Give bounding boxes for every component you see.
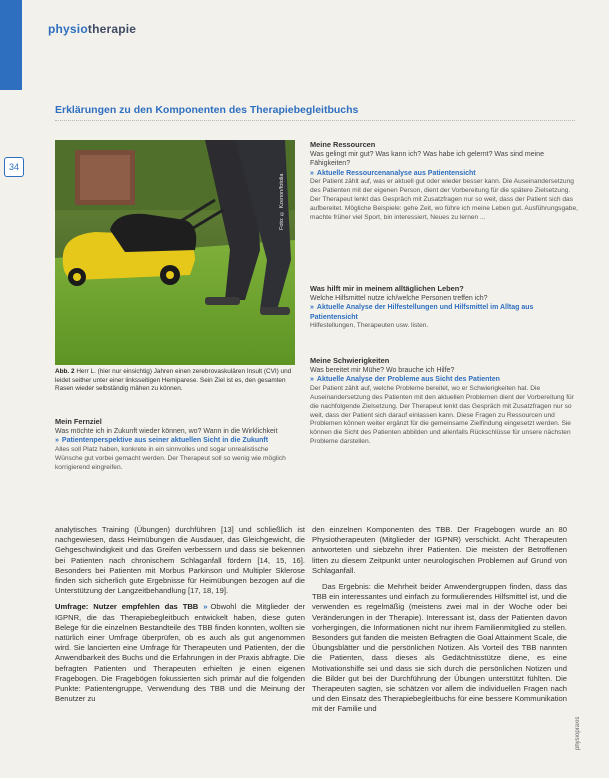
page-number: 34 <box>4 157 24 177</box>
section-divider <box>55 120 575 121</box>
section-title: Erklärungen zu den Komponenten des Therapiebegleitbuchs <box>55 104 359 116</box>
box-question: Was möchte ich in Zukunft wieder können, wo? Wann in die Wirklichkeit <box>55 428 278 435</box>
photo-credit: Foto: © Kzenon/fotolia <box>279 173 285 230</box>
box-link-text: Aktuelle Ressourcenanalyse aus Patientensicht <box>316 169 476 177</box>
header-brand-therapie: therapie <box>87 22 137 36</box>
body-column-left <box>55 525 305 704</box>
box-link <box>310 375 578 384</box>
arrow-icon: » <box>310 304 314 312</box>
body-paragraph: analytisches Training (Übungen) durchführen [13] und schließlich ist nachgewiesen, dass Heimübungen die Ausdauer, das Gleichgewicht, die Gehgeschwindigkeit und das Greifen verbessern und dass sie bekennen bei Patienten nach chronischem Schlaganfall fördern [14, 15, 16]. Besonders bei Patienten mit Morbus Parkinson und Multipler Sklerose finden sich sicherlich gute Ergebnisse für Heimübungen bezogen auf die Unterstützung der Langzeitbehandlung [17, 18, 19]. <box>55 525 305 596</box>
magazine-header <box>48 22 136 36</box>
side-imprint: physiopraxis <box>575 716 581 750</box>
body-paragraph: den einzelnen Komponenten des TBB. Der Fragebogen wurde an 80 Physiotherapeuten (Mitglieder der IGPNR) verschickt. Acht Therapeuten antworteten und siebzehn ihrer Patienten. Die meisten der Betroffenen litten zu diesem Zeitpunkt unter neurologischen Problemen auf Grund von Schlaganfall. <box>312 525 567 575</box>
box-body: Hilfestellungen, Therapeuten usw. listen. <box>310 322 429 330</box>
arrow-icon: » <box>203 602 208 612</box>
box-schwierigkeiten <box>310 356 578 447</box>
caption-label: Abb. 2 <box>55 368 75 375</box>
box-body: Der Patient zählt auf, was er aktuell gut oder wieder besser kann. Die Auseinandersetzung des Patienten mit der eigenen Person, dient der Vorbereitung für die spätere Zielsetzung. Der Therapeut lenkt das Gespräch mit Zusatzfragen nur so weit, dass der Patient sich das aufbereitet. Mögliche Beispiele: gehe Zeit, wo führe ich meine Leben gut. Ausführungsgabe, machte früher viel Sport, bin interessiert, Neues zu lernen ... <box>310 178 578 221</box>
body-paragraph <box>55 602 305 704</box>
box-question: Was gelingt mir gut? Was kann ich? Was habe ich gelernt? Was sind meine Fähigkeiten? <box>310 151 544 168</box>
lawnmower-photo <box>55 140 295 365</box>
body-paragraph-text: Obwohl die Mitglieder der IGPNR, die das Therapiebegleitbuch entwickelt haben, diese guten Belege für die einzelnen Bestandteile des TBB finden konnten, wollten sie natürlich einer Umfrage überprüfen, ob es auch als gut angenommen wird. Sie lancierten eine Umfrage für Therapeuten und Patienten, der die Anwendbarkeit des Buchs und die Erfahrungen in der Praxis abfragte. Die befragten Patienten und Therapeuten erhielten je einen eigenen Fragebogen. Die Fragebögen fokussierten sich primär auf die folgenden Punkte: Patientengruppe, Verwendung des TBB und die Meinung der Benutzer zu <box>55 602 305 704</box>
body-column-right <box>312 525 567 715</box>
left-color-band <box>0 0 22 90</box>
box-title: Mein Fernziel <box>55 417 102 426</box>
figure-caption <box>55 368 295 394</box>
header-brand-physio: physio <box>48 22 88 36</box>
arrow-icon: » <box>310 376 314 384</box>
box-hilfe <box>310 284 578 331</box>
arrow-icon: » <box>55 437 59 445</box>
box-link-text: Patientenperspektive aus seiner aktuellen Sicht in die Zukunft <box>61 437 269 445</box>
box-title: Meine Ressourcen <box>310 140 376 149</box>
box-title: Was hilft mir in meinem alltäglichen Leben? <box>310 284 464 293</box>
box-body: Der Patient zählt auf, welche Probleme bereitet, wo er Schwierigkeiten hat. Die Auseinandersetzung des Patienten mit den aktuellen Problemen dient der Vorbereitung für die nachfolgende Zielsetzung. Der Therapeut lenkt das Gespräch mit Zusatzfragen nur so weit, dass der Patient sich darauf einlassen kann. Diese Fragen zu Ressourcen und Problemen können weiter ergänzt für die gemeinsame Zielfindung eingesetzt werden. Sie können die Sicht des Patienten abbilden und allenfalls Rückschlüsse für unsere nächsten Probleme darstellen. <box>310 384 574 446</box>
arrow-icon: » <box>310 169 314 177</box>
box-link-text: Aktuelle Analyse der Probleme aus Sicht des Patienten <box>316 376 500 384</box>
box-question: Was bereitet mir Mühe? Wo brauche ich Hilfe? <box>310 367 455 374</box>
body-paragraph: Das Ergebnis: die Mehrheit beider Anwendergruppen finden, dass das TBB ein interessantes und einfach zu formulierendes Hilfsmittel ist, und die verwenden es regelmäßig (meistens zwei mal in der Woche oder bei Veränderungen in der Therapie). Interessant ist, dass der Patienten davon vorhergingen, die Informationen nicht nur ihrem Familienmitglied zu stellen. Besonders gut fanden die meisten Befragten die Goal Attainment Scale, die Übungsblätter und die persönlichen Notizen. Als Vorteil des TBB nannten die Patienten, dass dieses als Gedächtnisstütze diene, es eine Motivationshilfe sei und dass sie sich durch die persönlichen Notizen und die Bilder gut bei der Durchführung der Übungen unterstützt fühlten. Die Therapeuten sagten, sie schätzen vor allem die individuellen Fragen nach und den Einsatz des Therapiebegleitbuchs für eine bessere Kommunikation mit der Familie und <box>312 582 567 714</box>
box-link <box>55 436 295 445</box>
subheading-umfrage: Umfrage: Nutzer empfehlen das TBB <box>55 602 199 612</box>
box-ressourcen <box>310 140 578 223</box>
box-link <box>310 169 578 178</box>
box-body: Alles soll Platz haben, konkrete in ein sinnvolles und sogar unrealistische Wünsche gut vorbei gemacht werden. Der Therapeut soll so wenig wie möglich korrigierend eingreifen. <box>55 445 286 471</box>
caption-text: Herr L. (hier nur einsichtig) Jahren einen zerebrovaskulären Insult (CVI) und leidet seither unter einer linksseitigen Hemiparese. Sein Ziel ist es, den gesamten Rasen wieder selbständig mähen zu können. <box>55 368 292 393</box>
box-link-text: Aktuelle Analyse der Hilfestellungen und Hilfsmittel im Alltag aus Patientensicht <box>310 304 534 321</box>
box-question: Welche Hilfsmittel nutze ich/welche Personen treffen ich? <box>310 295 488 302</box>
box-fernziel <box>55 417 295 473</box>
lawnmower-illustration <box>55 140 295 365</box>
box-title: Meine Schwierigkeiten <box>310 356 390 365</box>
box-link <box>310 303 578 322</box>
